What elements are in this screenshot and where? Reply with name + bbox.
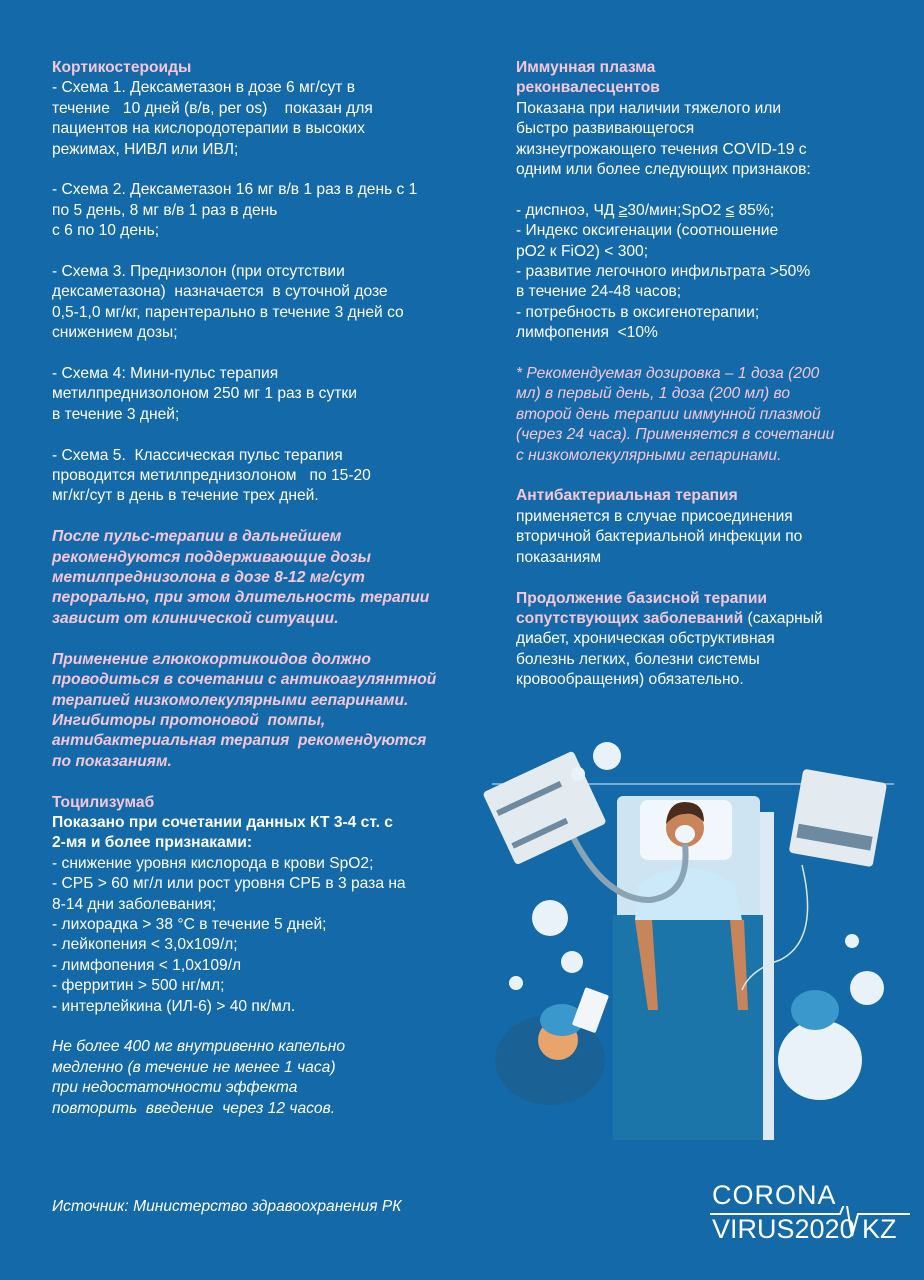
text-line: метилпреднизолона в дозе 8-12 мг/сут [52, 569, 365, 587]
text-segment: 30/мин;SpO2 [627, 201, 726, 219]
text-line: при недостаточности эффекта [52, 1079, 298, 1097]
text-line: - развитие легочного инфильтрата >50% [516, 263, 811, 281]
text-line: Не более 400 мг внутривенно капельно [52, 1038, 346, 1056]
antibacterial-body [516, 507, 896, 568]
text-line: вторичной бактериальной инфекции по [516, 528, 803, 546]
ge-symbol: ≥ [618, 201, 628, 219]
text-line: Иммунная плазма [516, 59, 656, 76]
text-line: - лихорадка > 38 °С в течение 5 дней; [52, 915, 327, 933]
plasma-dose-note [516, 364, 896, 466]
text-line: с низкомолекулярными гепаринами. [516, 446, 782, 464]
text-line: - Схема 4: Мини-пульс терапия [52, 365, 279, 383]
scheme-5 [52, 446, 472, 507]
text-line: снижением дозы; [52, 324, 178, 342]
text-line: лимфопения <10% [516, 324, 658, 342]
pulse-therapy-note [52, 527, 472, 629]
glucocorticoid-note [52, 650, 472, 772]
text-line: течение 10 дней (в/в, per os) показан для [52, 99, 373, 117]
text-line: - потребность в оксигенотерапии; [516, 303, 760, 321]
scheme-3 [52, 262, 472, 344]
ventilator-icon [482, 751, 606, 866]
text-line: - лейкопения < 3,0х109/л; [52, 936, 238, 954]
text-line: показаниям [516, 548, 602, 566]
text-line: реконвалесцентов [516, 79, 660, 97]
antibacterial-title: Антибактериальная терапия [516, 487, 738, 505]
text-line: 2-мя и более признаками: [52, 834, 253, 852]
text-line: рекомендуются поддерживающие дозы [52, 548, 371, 566]
text-line: - Схема 3. Преднизолон (при отсутствии [52, 263, 345, 281]
text-line: - снижение уровня кислорода в крови SpO2; [52, 854, 374, 872]
text-line: дексаметазона) назначается в суточной дозе [52, 283, 388, 301]
text-line: Ингибиторы протоновой помпы, [52, 711, 326, 729]
coronavirus2020-kz-logo [710, 1180, 910, 1250]
text-line [516, 201, 896, 221]
plasma-title [516, 58, 896, 99]
left-column [52, 58, 472, 1119]
text-line: - Индекс оксигенации (соотношение [516, 222, 779, 240]
text-line: - Схема 5. Классическая пульс терапия [52, 446, 343, 464]
doctor-right-body [778, 1020, 862, 1100]
scheme-4 [52, 364, 472, 425]
text-line: Показано при сочетании данных КТ 3-4 ст. с [52, 813, 393, 831]
logo-line-1: CORONA [712, 1180, 837, 1210]
tocilizumab-criteria [52, 854, 472, 1017]
text-segment: - диспноэ, ЧД [516, 201, 619, 219]
basic-therapy [516, 589, 896, 691]
text-line: мг/кг/сут в день в течение трех дней. [52, 487, 319, 505]
text-line: терапией низкомолекулярными гепаринами. [52, 691, 409, 709]
text-line: 0,5-1,0 мг/кг, парентерально в течение 3 дней со [52, 303, 404, 321]
text-line: - интерлейкина (ИЛ-6) > 40 пк/мл. [52, 997, 296, 1015]
plasma-intro [516, 99, 896, 181]
text-segment: (сахарный [743, 609, 823, 627]
text-line: второй день терапии иммунной плазмой [516, 405, 821, 423]
text-line: (через 24 часа). Применяется в сочетании [516, 426, 835, 444]
text-line: - Схема 2. Дексаметазон 16 мг в/в 1 раз в день с 1 [52, 181, 418, 199]
text-line: - СРБ > 60 мг/л или рост уровня СРБ в 3 раза на [52, 875, 406, 893]
text-line: в течение 3 дней; [52, 405, 180, 423]
text-line: * Рекомендуемая дозировка – 1 доза (200 [516, 365, 820, 383]
text-line: применяется в случае присоединения [516, 507, 793, 525]
text-line: по 5 день, 8 мг в/в 1 раз в день [52, 201, 278, 219]
text-line: медленно (в течение не менее 1 часа) [52, 1058, 336, 1076]
text-line: метилпреднизолоном 250 мг 1 раз в сутки [52, 385, 357, 403]
tocilizumab-dosing [52, 1037, 472, 1119]
text-line: антибактериальная терапия рекомендуются [52, 732, 427, 750]
text-line: быстро развивающегося [516, 120, 695, 138]
tocilizumab-indication [52, 813, 472, 854]
text-line: - ферритин > 500 нг/мл; [52, 977, 225, 995]
text-line: После пульс-терапии в дальнейшем [52, 528, 342, 546]
scheme-1 [52, 78, 472, 160]
clipboard-icon [572, 987, 609, 1033]
logo-line-2: VIRUS2020 [712, 1214, 855, 1244]
text-line: болезнь легких, болезни системы [516, 650, 760, 668]
text-line: жизнеугрожающего течения COVID-19 с [516, 140, 807, 158]
text-line: перорально, при этом длительность терапии [52, 589, 430, 607]
right-column [516, 58, 896, 691]
doctor-right-cap-icon [791, 990, 839, 1030]
text-line: мл) в первый день, 1 доза (200 мл) во [516, 385, 790, 403]
text-line: одним или более следующих признаков: [516, 161, 811, 179]
text-line: повторить введение через 12 часов. [52, 1099, 336, 1117]
scheme-2 [52, 180, 472, 241]
text-line: Показана при наличии тяжелого или [516, 99, 782, 117]
text-line: диабет, хроническая обструктивная [516, 630, 775, 648]
tocilizumab-title: Тоцилизумаб [52, 793, 155, 811]
text-line: 8-14 дни заболевания; [52, 895, 217, 913]
corticosteroids-title: Кортикостероиды [52, 59, 192, 76]
le-symbol: ≤ [725, 201, 735, 219]
text-line: - лимфопения < 1,0х109/л [52, 956, 242, 974]
text-line: пациентов на кислородотерапии в высоких [52, 120, 365, 138]
basic-therapy-title-2: сопутствующих заболеваний [516, 609, 744, 627]
text-line: зависит от клинической ситуации. [52, 609, 339, 627]
text-segment: 85%; [734, 201, 775, 219]
basic-therapy-title: Продолжение базисной терапии [516, 589, 767, 607]
monitor-icon [789, 769, 887, 867]
text-line: Применение глюкокортикоидов должно [52, 650, 371, 668]
text-line: проводится метилпреднизолоном по 15-20 [52, 467, 371, 485]
text-line [516, 609, 896, 629]
text-line: - Схема 1. Дексаметазон в дозе 6 мг/сут в [52, 79, 356, 97]
logo-kz: KZ [862, 1214, 897, 1244]
text-line: проводиться в сочетании с антикоагулянтной [52, 671, 437, 689]
text-line: режимах, НИВЛ или ИВЛ; [52, 140, 239, 158]
oxygen-mask-icon [675, 825, 695, 843]
text-line: в течение 24-48 часов; [516, 283, 682, 301]
text-line: по показаниям. [52, 752, 172, 770]
text-line: рО2 к FiO2) < 300; [516, 242, 649, 260]
text-line: кровообращения) обязательно. [516, 671, 744, 689]
hospital-illustration [480, 720, 920, 1140]
text-line: с 6 по 10 день; [52, 222, 160, 240]
plasma-criteria [516, 201, 896, 344]
source-note: Источник: Министерство здравоохранения РК [52, 1198, 402, 1215]
